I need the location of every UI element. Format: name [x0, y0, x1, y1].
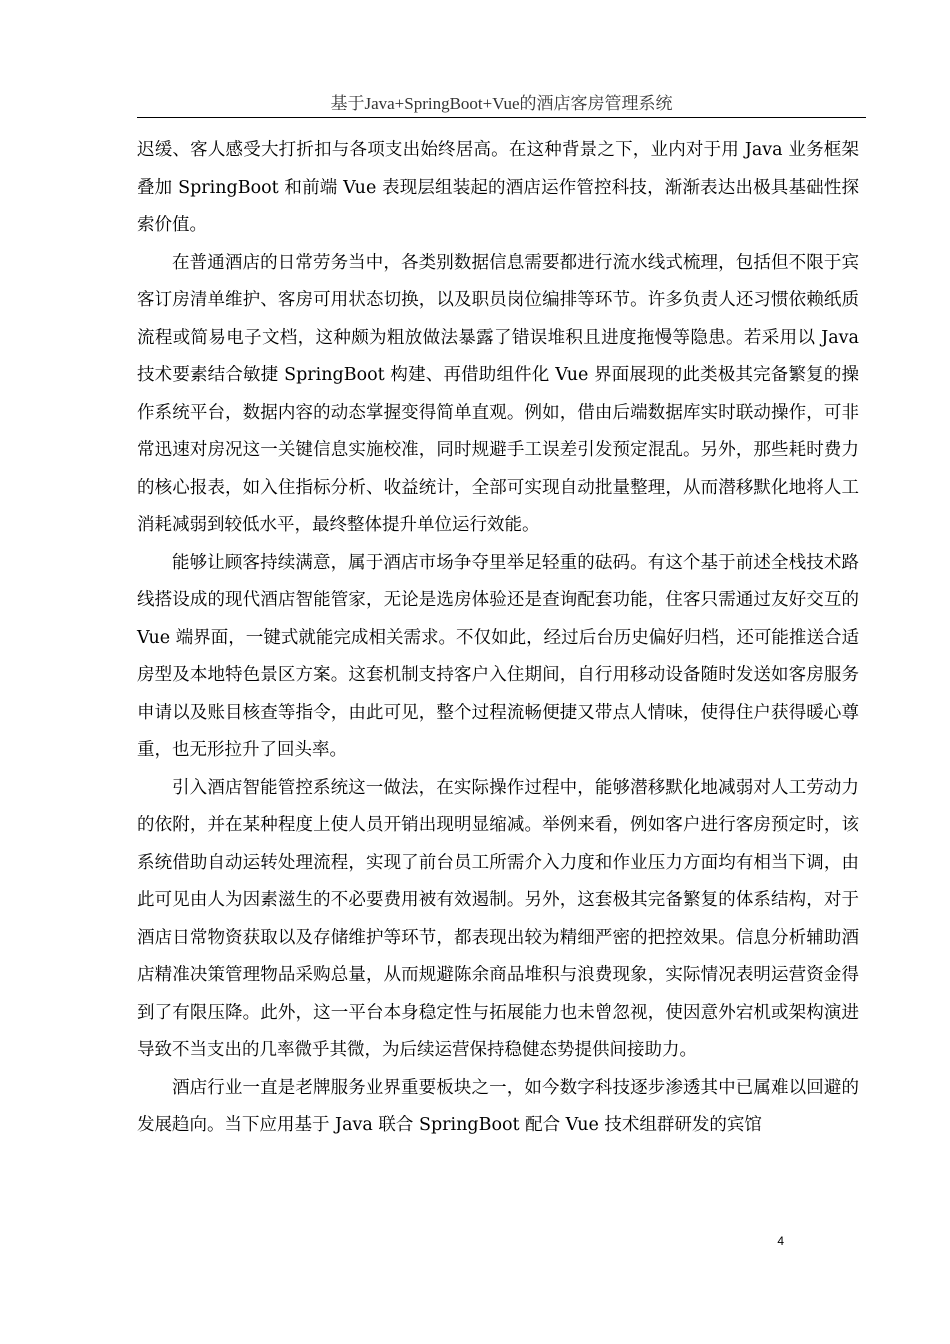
page-number: 4: [777, 1234, 784, 1248]
page-header: 基于Java+SpringBoot+Vue的酒店客房管理系统: [137, 91, 866, 118]
paragraph: 能够让顾客持续满意，属于酒店市场争夺里举足轻重的砝码。有这个基于前述全栈技术路线搭设成的现代酒店智能管家，无论是选房体验还是查询配套功能，住客只需通过友好交互的 Vue 端界面，一键式就能完成相关需求。不仅如此，经过后台历史偏好归档，还可能推送合适房型及本地特色景区方案。这套机制支持客户入住期间，自行用移动设备随时发送如客房服务申请以及账目核查等指令，由此可见，整个过程流畅便捷又带点人情味，使得住户获得暖心尊重，也无形拉升了回头率。: [137, 552, 859, 760]
paragraph: 酒店行业一直是老牌服务业界重要板块之一，如今数字科技逐步渗透其中已属难以回避的发展趋向。当下应用基于 Java 联合 SpringBoot 配合 Vue 技术组群研发的宾馆: [137, 1077, 859, 1135]
paragraph: 在普通酒店的日常劳务当中，各类别数据信息需要都进行流水线式梳理，包括但不限于宾客订房清单维护、客房可用状态切换，以及职员岗位编排等环节。许多负责人还习惯依赖纸质流程或简易电子文档，这种颇为粗放做法暴露了错误堆积且进度拖慢等隐患。若采用以 Java 技术要素结合敏捷 SpringBoot 构建、再借助组件化 Vue 界面展现的此类极其完备繁复的操作系统平台，数据内容的动态掌握变得简单直观。例如，借由后端数据库实时联动操作，可非常迅速对房况这一关键信息实施校准，同时规避手工误差引发预定混乱。另外，那些耗时费力的核心报表，如入住指标分析、收益统计，全部可实现自动批量整理，从而潜移默化地将人工消耗减弱到较低水平，最终整体提升单位运行效能。: [137, 252, 859, 535]
paragraph-continued: 迟缓、客人感受大打折扣与各项支出始终居高。在这种背景之下，业内对于用 Java 业务框架叠加 SpringBoot 和前端 Vue 表现层组装起的酒店运作管控科技，渐渐表达出极具基础性探索价值。: [137, 140, 859, 235]
body-text: [137, 132, 859, 1145]
paragraph: 引入酒店智能管控系统这一做法，在实际操作过程中，能够潜移默化地减弱对人工劳动力的依附，并在某种程度上使人员开销出现明显缩减。举例来看，例如客户进行客房预定时，该系统借助自动运转处理流程，实现了前台员工所需介入力度和作业压力方面均有相当下调，由此可见由人为因素滋生的不必要费用被有效遏制。另外，这套极其完备繁复的体系结构，对于酒店日常物资获取以及存储维护等环节，都表现出较为精细严密的把控效果。信息分析辅助酒店精准决策管理物品采购总量，从而规避陈余商品堆积与浪费现象，实际情况表明运营资金得到了有限压降。此外，这一平台本身稳定性与拓展能力也未曾忽视，使因意外宕机或架构演进导致不当支出的几率微乎其微，为后续运营保持稳健态势提供间接助力。: [137, 777, 859, 1060]
